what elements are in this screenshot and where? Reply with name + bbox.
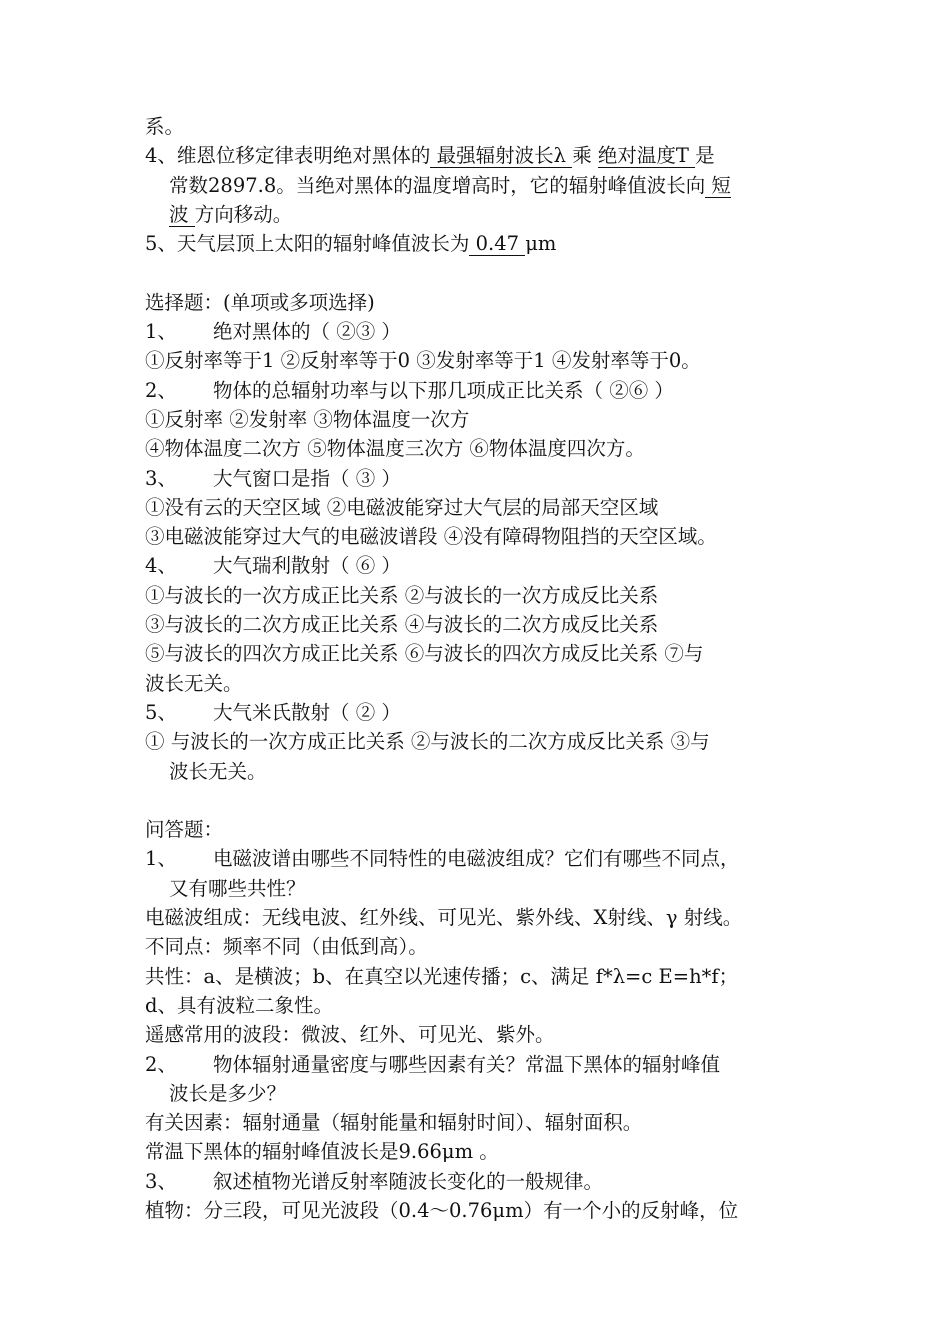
choice-question-5 <box>145 698 815 727</box>
choice-question-4 <box>145 551 815 580</box>
text-line <box>145 112 815 141</box>
text-line <box>145 200 815 229</box>
text: 系。 <box>145 115 185 138</box>
question-text: 绝对黑体的（ ②③ ） <box>213 320 401 344</box>
question-text: 大气窗口是指（ ③ ） <box>213 466 401 490</box>
question-number: 2、 <box>145 378 177 402</box>
question-number: 2、 <box>145 1052 177 1076</box>
question-text: 大气瑞利散射（ ⑥ ） <box>213 554 401 578</box>
text: 乘 <box>572 144 598 168</box>
text: 5、天气层顶上太阳的辐射峰值波长为 <box>145 232 470 256</box>
options-line: ③与波长的二次方成正比关系 ④与波长的二次方成反比关系 <box>145 613 659 637</box>
answer-line: d、具有波粒二象性。 <box>145 993 333 1017</box>
question-number: 3、 <box>145 1169 177 1193</box>
choice-question-1 <box>145 317 815 346</box>
answer-line: 有关因素：辐射通量（辐射能量和辐射时间）、辐射面积。 <box>145 1111 643 1135</box>
section-heading: 问答题： <box>145 818 224 842</box>
answer-blank: 绝对温度T <box>597 144 696 168</box>
answer-blank: 0.47 <box>469 232 526 256</box>
question-text: 波长是多少？ <box>169 1081 287 1105</box>
answer-line: 共性：a、是横波；b、在真空以光速传播；c、满足 f*λ=c E=h*f； <box>145 964 739 988</box>
answer-line: 电磁波组成：无线电波、红外线、可见光、紫外线、X射线、γ 射线。 <box>145 906 743 930</box>
options-line: ④物体温度二次方 ⑤物体温度三次方 ⑥物体温度四次方。 <box>145 437 645 461</box>
question-number: 3、 <box>145 466 177 490</box>
qa-question-1 <box>145 844 815 873</box>
text: 常数2897.8。当绝对黑体的温度增高时，它的辐射峰值波长向 <box>169 173 706 197</box>
question-text: 物体的总辐射功率与以下那几项成正比关系（ ②⑥ ） <box>213 378 674 402</box>
question-number: 5、 <box>145 700 177 724</box>
question-number: 4、 <box>145 554 177 578</box>
options-line: ①反射率等于1 ②反射率等于0 ③发射率等于1 ④发射率等于0。 <box>145 349 701 373</box>
question-text: 物体辐射通量密度与哪些因素有关？常温下黑体的辐射峰值 <box>213 1052 721 1076</box>
question-text: 又有哪些共性？ <box>169 876 306 900</box>
choice-question-3 <box>145 464 815 493</box>
answer-line: 不同点：频率不同（由低到高）。 <box>145 935 428 959</box>
text: 4、维恩位移定律表明绝对黑体的 <box>145 144 431 168</box>
text: 是 <box>695 144 715 168</box>
text: μm <box>525 232 557 256</box>
section-heading: 选择题：(单项或多项选择) <box>145 290 375 314</box>
options-line: 波长无关。 <box>145 671 243 695</box>
options-line: ①反射率 ②发射率 ③物体温度一次方 <box>145 407 470 431</box>
spacer <box>145 786 815 815</box>
options-line: ① 与波长的一次方成正比关系 ②与波长的二次方成反比关系 ③与 <box>145 730 710 754</box>
fill-question-4 <box>145 141 815 170</box>
document-page <box>145 112 815 1225</box>
choice-question-2 <box>145 376 815 405</box>
options-line: ①没有云的天空区域 ②电磁波能穿过大气层的局部天空区域 <box>145 495 659 519</box>
fill-question-5 <box>145 229 815 258</box>
options-line: 波长无关。 <box>169 759 267 783</box>
question-text: 叙述植物光谱反射率随波长变化的一般规律。 <box>213 1169 604 1193</box>
question-text: 电磁波谱由哪些不同特性的电磁波组成？它们有哪些不同点， <box>213 847 740 871</box>
options-line: ③电磁波能穿过大气的电磁波谱段 ④没有障碍物阻挡的天空区域。 <box>145 525 717 549</box>
text-line <box>145 171 815 200</box>
text: 方向移动。 <box>194 202 293 226</box>
answer-blank: 波 <box>169 202 195 226</box>
answer-blank: 短 <box>705 173 731 197</box>
question-text: 大气米氏散射（ ② ） <box>213 700 401 724</box>
options-line: ⑤与波长的四次方成正比关系 ⑥与波长的四次方成反比关系 ⑦与 <box>145 642 704 666</box>
qa-question-2 <box>145 1050 815 1079</box>
answer-blank: 最强辐射波长λ <box>430 144 573 168</box>
options-line: ①与波长的一次方成正比关系 ②与波长的一次方成反比关系 <box>145 583 659 607</box>
qa-question-3 <box>145 1167 815 1196</box>
spacer <box>145 258 815 287</box>
question-number: 1、 <box>145 847 177 871</box>
question-number: 1、 <box>145 320 177 344</box>
answer-line: 植物：分三段，可见光波段（0.4～0.76μm）有一个小的反射峰，位 <box>145 1198 739 1222</box>
answer-line: 遥感常用的波段：微波、红外、可见光、紫外。 <box>145 1023 555 1047</box>
answer-line: 常温下黑体的辐射峰值波长是9.66μm 。 <box>145 1140 499 1164</box>
